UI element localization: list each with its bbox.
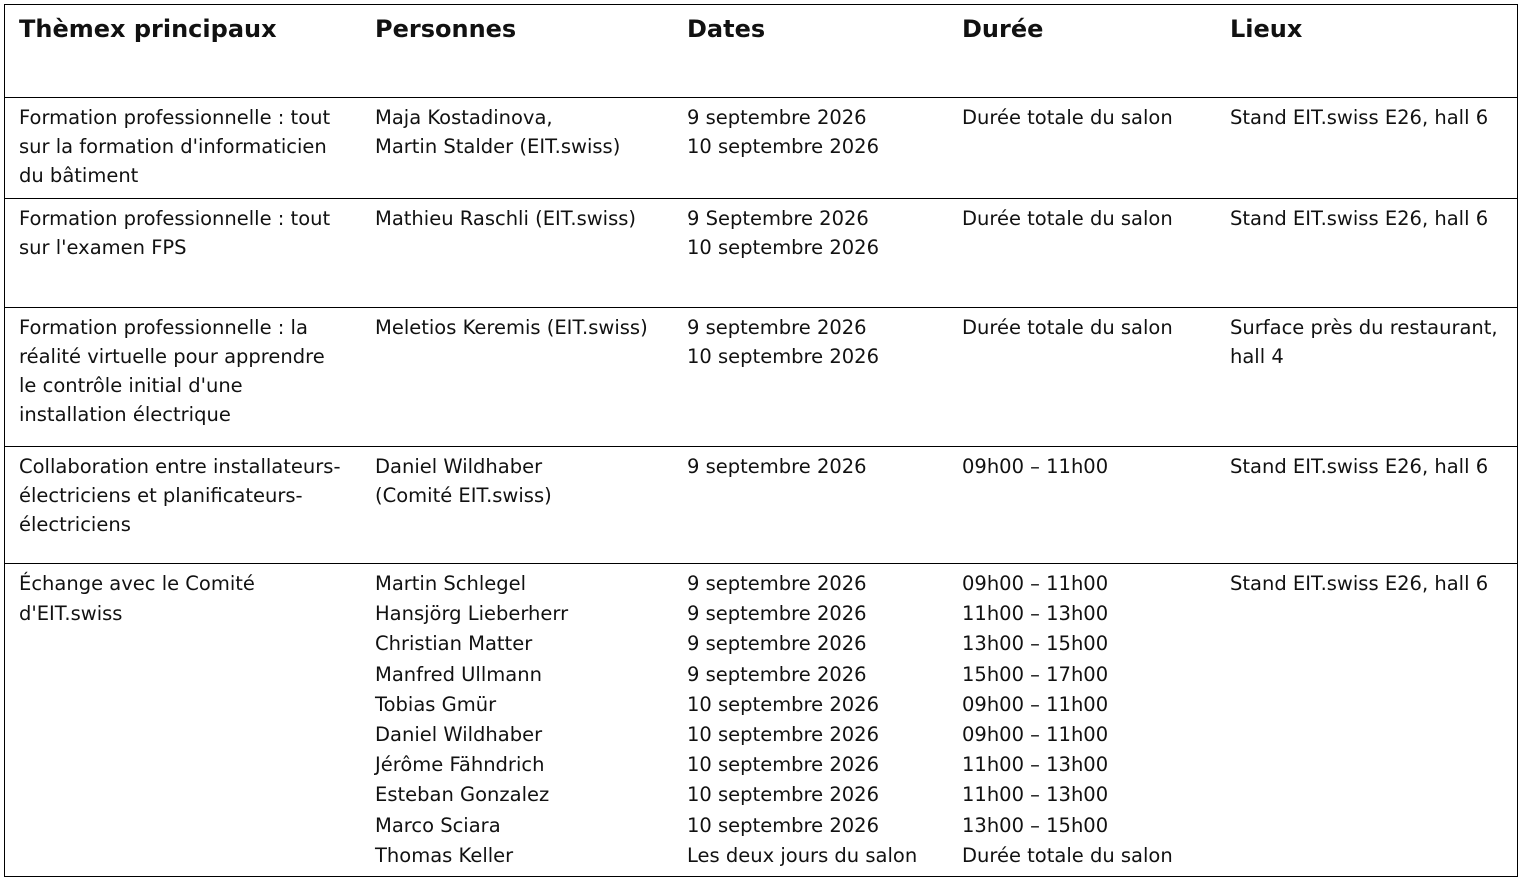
theme-line: Collaboration entre installateurs- [19,455,341,478]
date-line: 9 septembre 2026 [687,602,867,626]
theme-line: électriciens et planificateurs- [19,484,303,507]
theme-line: Formation professionnelle : tout [19,106,331,129]
place-line: Stand EIT.swiss E26, hall 6 [1230,207,1489,230]
date-line: 9 septembre 2026 [687,455,867,478]
date-line: Les deux jours du salon [687,843,918,867]
header-dates: Dates [687,15,766,43]
header-duration: Durée [962,15,1044,43]
duration-line: 15h00 – 17h00 [962,662,1109,686]
place-line: hall 4 [1230,345,1284,368]
duration-cell [962,569,1173,871]
places-cell [1230,452,1488,481]
person-line: Martin Stalder (EIT.swiss) [375,135,621,158]
person-line: Maja Kostadinova, [375,106,553,129]
table-header-row [5,5,1517,98]
theme-line: le contrôle initial d'une [19,374,243,397]
table-row [5,564,1517,876]
theme-line: réalité virtuelle pour apprendre [19,345,325,368]
date-line: 10 septembre 2026 [687,753,879,777]
date-line: 10 septembre 2026 [687,813,879,837]
theme-cell [19,452,340,539]
person-line: Martin Schlegel [375,572,527,595]
duration-line: 11h00 – 13h00 [962,753,1109,777]
header-themes: Thèmex principaux [19,15,277,43]
duration-line: 11h00 – 13h00 [962,783,1109,807]
theme-cell [19,313,325,429]
dates-cell [687,452,867,481]
date-line: 9 Septembre 2026 [687,207,869,230]
place-line: Stand EIT.swiss E26, hall 6 [1230,455,1489,478]
persons-cell [375,204,636,233]
duration-cell [962,313,1173,342]
date-line: 10 septembre 2026 [687,236,879,259]
table-row [5,447,1517,564]
places-cell [1230,313,1498,371]
persons-cell [375,313,648,342]
duration-line: 13h00 – 15h00 [962,632,1109,656]
place-line: Stand EIT.swiss E26, hall 6 [1230,106,1489,129]
person-line: Thomas Keller [375,843,514,867]
dates-cell [687,103,879,161]
duration-cell [962,204,1173,233]
date-line: 9 septembre 2026 [687,106,867,129]
person-line: Hansjörg Lieberherr [375,602,569,626]
duration-line: Durée totale du salon [962,207,1173,230]
theme-line: sur l'examen FPS [19,236,187,259]
date-line: 9 septembre 2026 [687,572,867,595]
header-places: Lieux [1230,15,1303,43]
date-line: 10 septembre 2026 [687,135,879,158]
person-line: Meletios Keremis (EIT.swiss) [375,316,648,339]
table-row [5,199,1517,308]
duration-line: Durée totale du salon [962,106,1173,129]
duration-cell [962,103,1173,132]
person-line: Jérôme Fähndrich [375,753,545,777]
persons-cell [375,569,568,871]
duration-line: 09h00 – 11h00 [962,723,1109,747]
theme-cell [19,204,330,262]
duration-cell [962,452,1108,481]
theme-line: d'EIT.swiss [19,602,123,626]
person-line: Mathieu Raschli (EIT.swiss) [375,207,637,230]
dates-cell [687,204,879,262]
theme-line: Échange avec le Comité [19,572,255,595]
events-table [4,4,1518,877]
person-line: Marco Sciara [375,813,501,837]
duration-line: Durée totale du salon [962,316,1173,339]
theme-line: Formation professionnelle : tout [19,207,331,230]
duration-line: 13h00 – 15h00 [962,813,1109,837]
date-line: 9 septembre 2026 [687,632,867,656]
person-line: Manfred Ullmann [375,662,542,686]
date-line: 10 septembre 2026 [687,345,879,368]
table-row [5,308,1517,447]
dates-cell [687,569,917,871]
theme-line: du bâtiment [19,164,139,187]
theme-line: installation électrique [19,403,231,426]
places-cell [1230,103,1488,132]
header-persons: Personnes [375,15,517,43]
persons-cell [375,452,552,510]
table-row [5,98,1517,199]
places-cell [1230,204,1488,233]
person-line: (Comité EIT.swiss) [375,484,552,507]
dates-cell [687,313,879,371]
places-cell [1230,569,1488,599]
place-line: Stand EIT.swiss E26, hall 6 [1230,572,1489,595]
date-line: 10 septembre 2026 [687,723,879,747]
person-line: Daniel Wildhaber [375,455,543,478]
persons-cell [375,103,620,161]
date-line: 10 septembre 2026 [687,783,879,807]
person-line: Christian Matter [375,632,533,656]
person-line: Tobias Gmür [375,692,497,716]
theme-line: sur la formation d'informaticien [19,135,327,158]
date-line: 9 septembre 2026 [687,662,867,686]
duration-line: 09h00 – 11h00 [962,455,1109,478]
date-line: 10 septembre 2026 [687,692,879,716]
theme-cell [19,569,255,629]
date-line: 9 septembre 2026 [687,316,867,339]
theme-line: électriciens [19,513,131,536]
theme-cell [19,103,330,190]
duration-line: Durée totale du salon [962,843,1173,867]
person-line: Esteban Gonzalez [375,783,550,807]
theme-line: Formation professionnelle : la [19,316,308,339]
duration-line: 09h00 – 11h00 [962,572,1109,595]
duration-line: 11h00 – 13h00 [962,602,1109,626]
duration-line: 09h00 – 11h00 [962,692,1109,716]
place-line: Surface près du restaurant, [1230,316,1498,339]
person-line: Daniel Wildhaber [375,723,543,747]
